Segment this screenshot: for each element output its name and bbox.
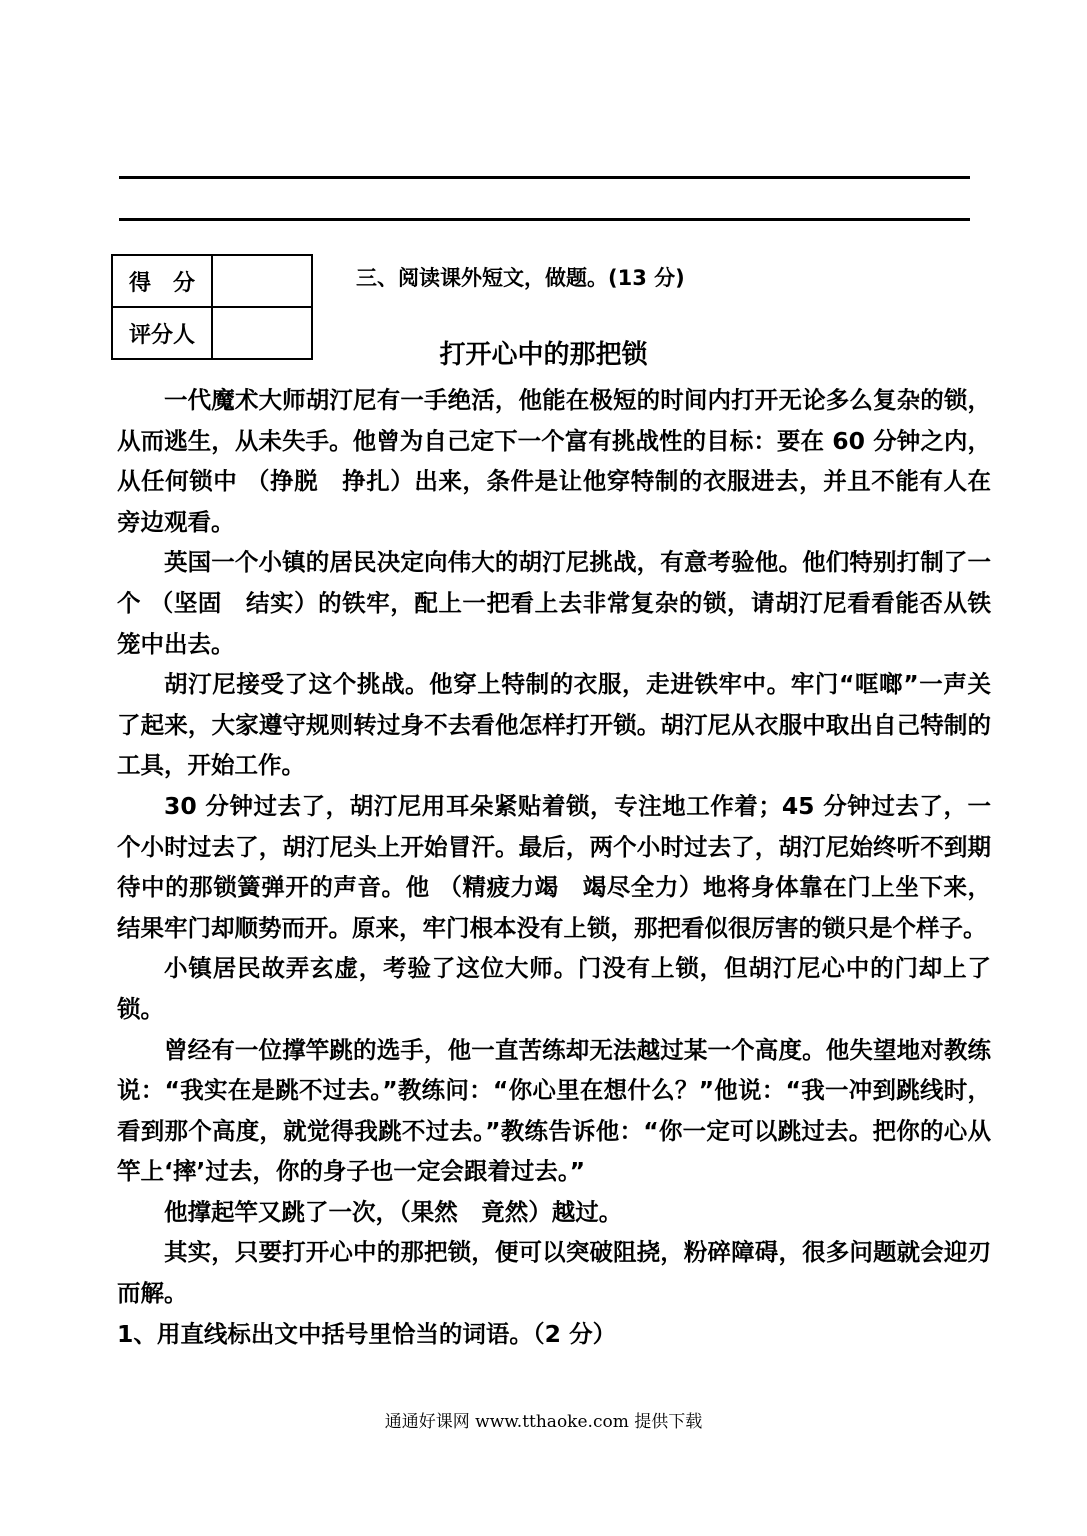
- grader-label: 评分人: [112, 307, 212, 359]
- footer-credit: 通通好课网 www.tthaoke.com 提供下载: [384, 1412, 703, 1432]
- article-body: [117, 380, 991, 1354]
- paragraph: 英国一个小镇的居民决定向伟大的胡汀尼挑战，有意考验他。他们特别打制了一个 （坚固 结实）的铁牢，配上一把看上去非常复杂的锁，请胡汀尼看看能否从铁笼中出去。: [117, 548, 991, 658]
- paragraph: 其实，只要打开心中的那把锁，便可以突破阻挠，粉碎障碍，很多问题就会迎刃而解。: [117, 1238, 991, 1308]
- article-title: 打开心中的那把锁: [439, 340, 648, 370]
- score-value-cell: [212, 255, 312, 307]
- paragraph: 他撑起竿又跳了一次，（果然 竟然）越过。: [164, 1197, 623, 1226]
- paragraph: 30 分钟过去了，胡汀尼用耳朵紧贴着锁，专注地工作着；45 分钟过去了，一个小时过去了，胡汀尼头上开始冒汗。最后，两个小时过去了，胡汀尼始终听不到期待中的那锁簧弹开的声音。他 （精疲力竭 竭尽全力）地将身体靠在门上坐下来，结果牢门却顺势而开。原来，牢门根本没有上锁，那把看似很厉害的锁只是个样子。: [117, 791, 991, 942]
- paragraph: 小镇居民故弄玄虚，考验了这位大师。门没有上锁，但胡汀尼心中的门却上了锁。: [117, 954, 991, 1023]
- answer-line-1: [119, 176, 970, 179]
- score-label: 得 分: [112, 255, 212, 307]
- section-title: 三、阅读课外短文，做题。(13 分): [356, 266, 685, 290]
- paragraph: 胡汀尼接受了这个挑战。他穿上特制的衣服，走进铁牢中。牢门“哐啷”一声关了起来，大家遵守规则转过身不去看他怎样打开锁。胡汀尼从衣服中取出自己特制的工具，开始工作。: [117, 670, 991, 780]
- paragraph: 曾经有一位撑竿跳的选手，他一直苦练却无法越过某一个高度。他失望地对教练说：“我实在是跳不过去。”教练问：“你心里在想什么？”他说：“我一冲到跳线时，看到那个高度，就觉得我跳不过去。”教练告诉他：“你一定可以跳过去。把你的心从竿上‘摔’过去，你的身子也一定会跟着过去。”: [117, 1035, 991, 1186]
- question-1: 1、用直线标出文中括号里恰当的词语。（2 分）: [117, 1319, 617, 1348]
- answer-line-2: [119, 218, 970, 221]
- paragraph: 一代魔术大师胡汀尼有一手绝活，他能在极短的时间内打开无论多么复杂的锁，从而逃生，从未失手。他曾为自己定下一个富有挑战性的目标：要在 60 分钟之内，从任何锁中 （挣脱 挣扎）出来，条件是让他穿特制的衣服进去，并且不能有人在旁边观看。: [117, 386, 991, 536]
